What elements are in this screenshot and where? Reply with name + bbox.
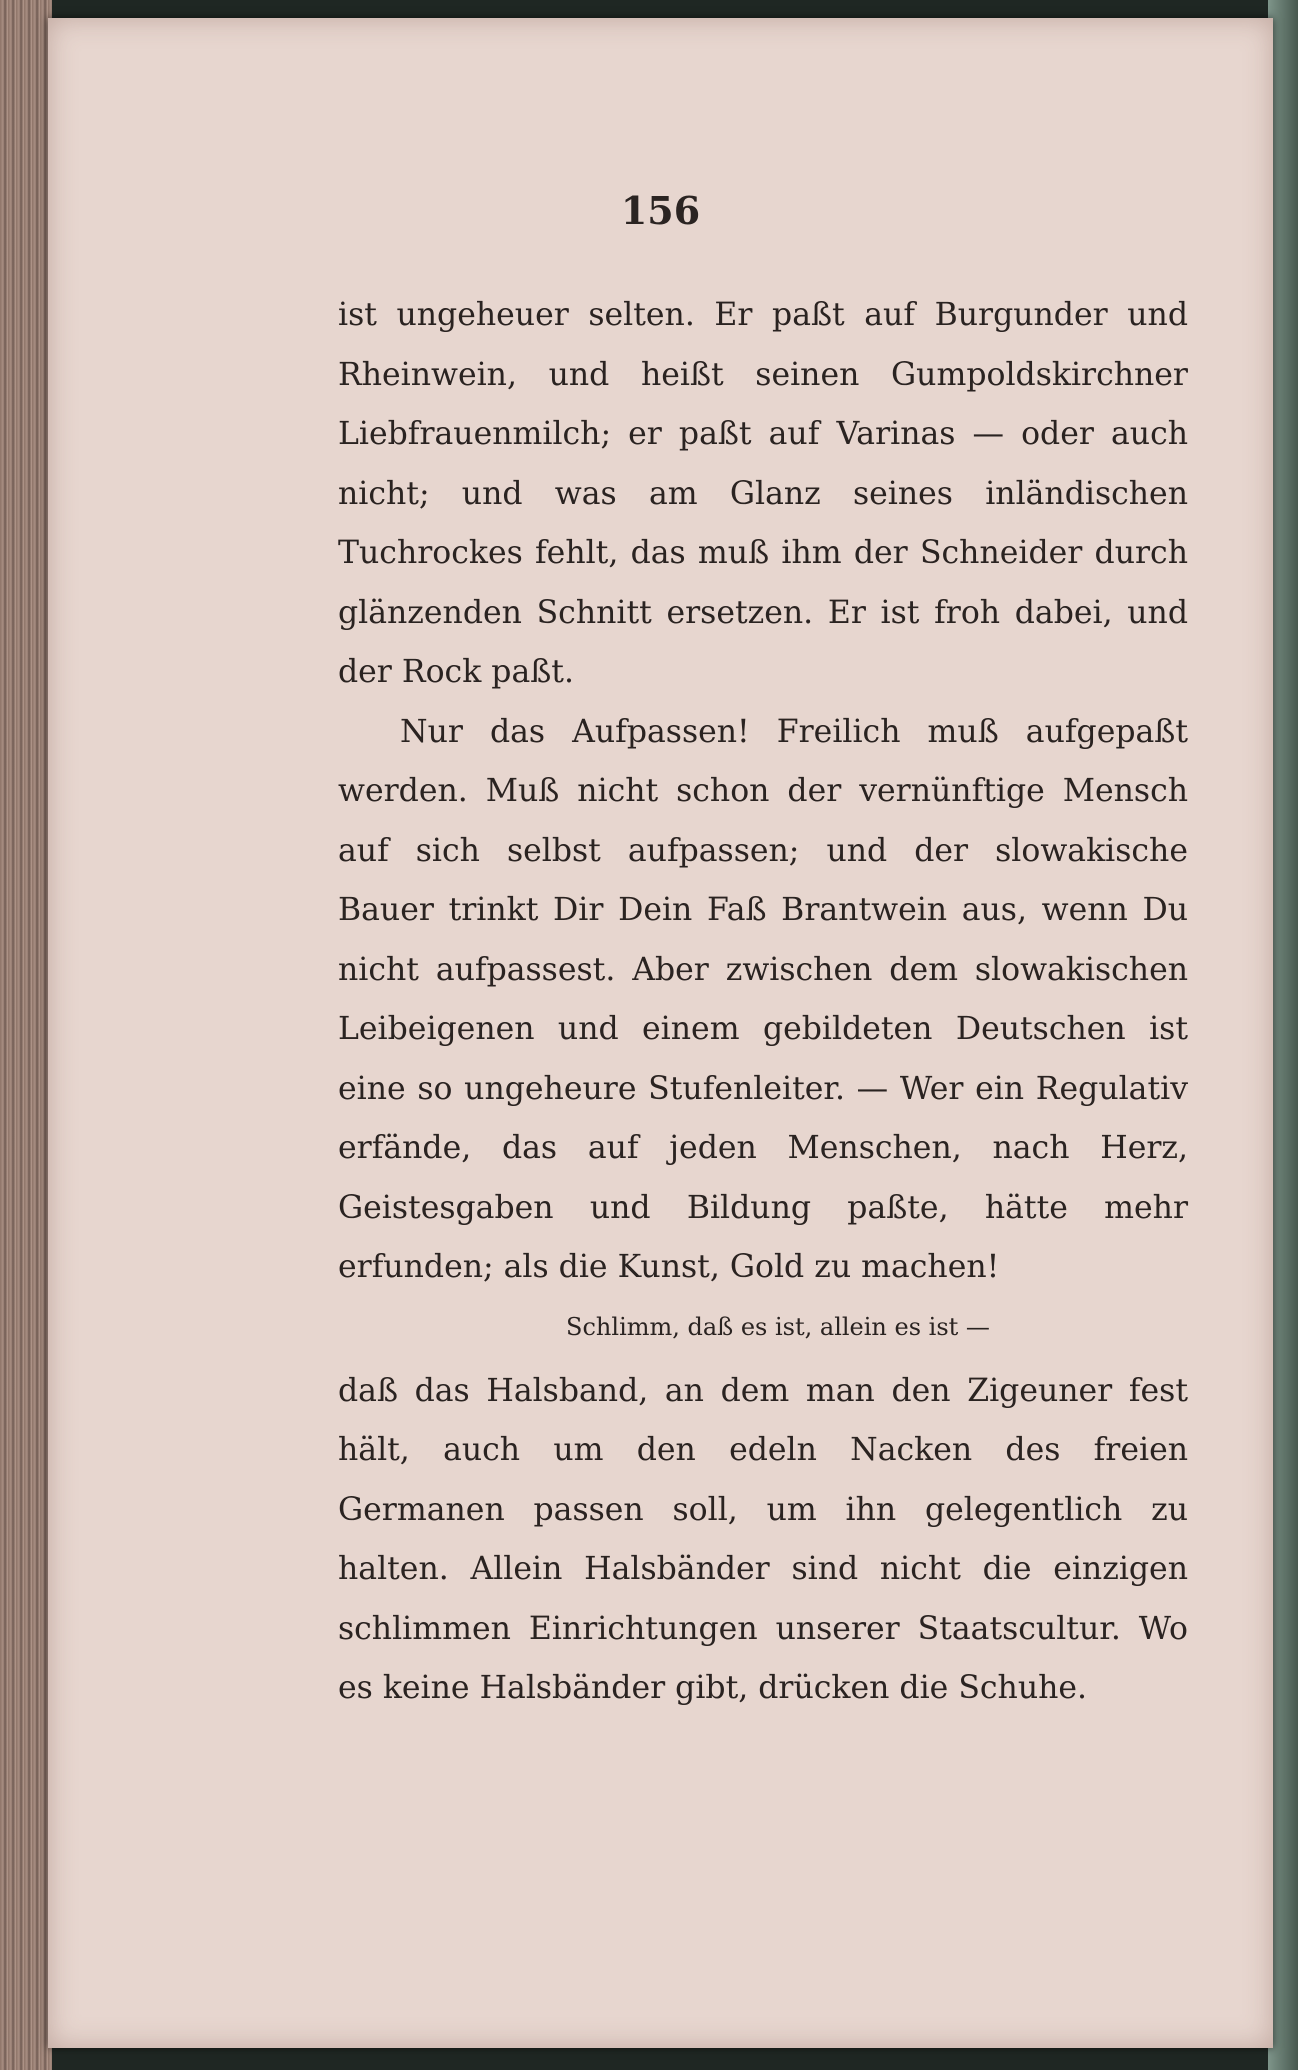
page-number: 156 <box>620 188 701 233</box>
paragraph-1: ist ungeheuer selten. Er paßt auf Burgunder und Rheinwein, und heißt seinen Gumpoldskirchner Liebfrauenmilch; er paßt auf Varinas — oder auch nicht; und was am Glanz seines inländischen Tuchrockes fehlt, das muß ihm der Schneider durch glänzenden Schnitt ersetzen. Er ist froh dabei, und der Rock paßt. <box>338 297 1188 690</box>
paragraph-3: daß das Halsband, an dem man den Zigeuner fest hält, auch um den edeln Nacken des freien Germanen passen soll, um ihn gelegentlich zu halten. Allein Halsbänder sind nicht die einzigen schlimmen Einrichtungen unserer Staatscultur. Wo es keine Halsbänder gibt, drücken die Schuhe. <box>338 1372 1188 1706</box>
paragraph-2: Nur das Aufpassen! Freilich muß aufgepaßt werden. Muß nicht schon der vernünftige Mensch auf sich selbst aufpassen; und der slowakische Bauer trinkt Dir Dein Faß Brantwein aus, wenn Du nicht aufpassest. Aber zwischen dem slowakischen Leibeigenen und einem gebildeten Deutschen ist eine so ungeheure Stufenleiter. — Wer ein Regulativ erfände, das auf jeden Menschen, nach Herz, Geistesgaben und Bildung paßte, hätte mehr erfunden; als die Kunst, Gold zu machen! <box>338 713 1188 1285</box>
page-sheet <box>48 18 1273 2048</box>
book-page-edges <box>0 0 52 2070</box>
quote-line: Schlimm, daß es ist, allein es ist — <box>566 1312 990 1341</box>
page-body <box>338 286 1188 1719</box>
